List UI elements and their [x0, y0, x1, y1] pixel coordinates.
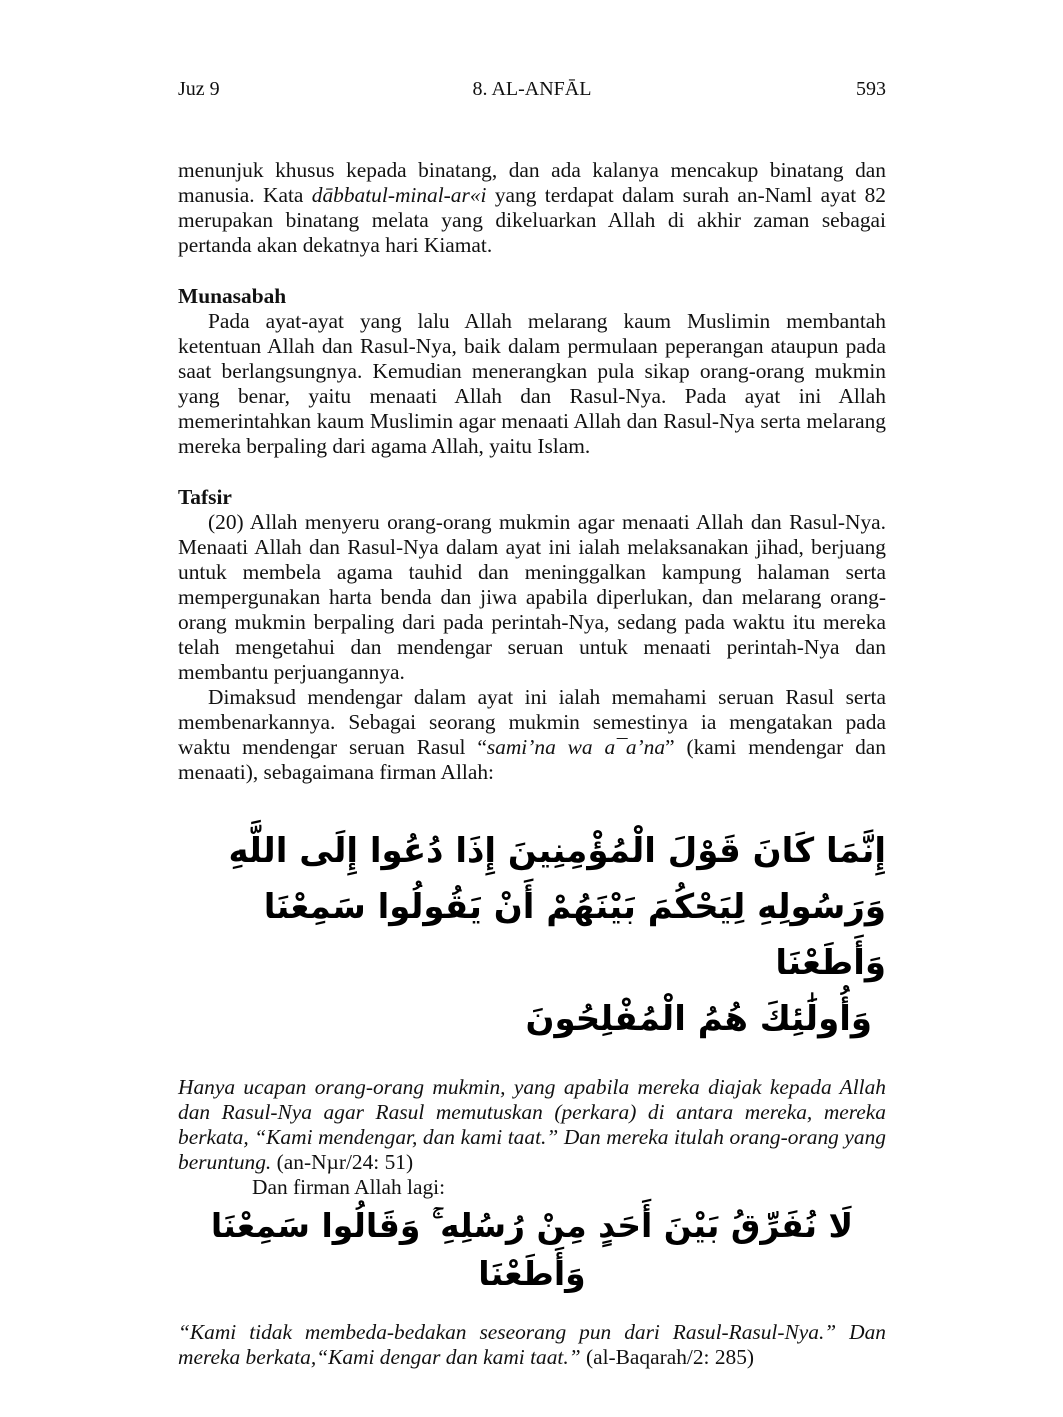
arabic-verse-an-nur-51	[178, 823, 886, 1047]
verse-reference-1: (an-Nµr/24: 51)	[271, 1150, 414, 1174]
page-header	[178, 76, 886, 102]
juz-label: Juz 9	[178, 78, 220, 100]
tafsir-paragraph-2: Dimaksud mendengar dalam ayat ini ialah memahami seruan Rasul serta membenarkannya. Sebagai seorang mukmin semestinya ia mengatakan pada waktu mendengar seruan Rasul “sami’na wa a¯a’na” (kami mendengar dan menaati), sebagaimana firman Allah:	[178, 685, 886, 784]
arabic-verse-line-1: إِنَّمَا كَانَ قَوْلَ الْمُؤْمِنِينَ إِذَا دُعُوا إِلَى اللَّهِ وَرَسُولِهِ لِيَحْكُمَ بَيْنَهُمْ أَنْ يَقُولُوا سَمِعْنَا وَأَطَعْنَا	[228, 831, 886, 983]
munasabah-paragraph: Pada ayat-ayat yang lalu Allah melarang kaum Muslimin membantah ketentuan Allah dan Rasul-Nya, baik dalam permulaan peperangan ataupun pada saat berlangsungnya. Kemudian menerangkan pula sikap orang-orang mukmin yang benar, yaitu menaati Allah dan Rasul-Nya. Pada ayat ini Allah memerintahkan kaum Muslimin agar menaati Allah dan Rasul-Nya serta melarang mereka berpaling dari agama Allah, yaitu Islam.	[178, 309, 886, 458]
verse-translation-2: “Kami tidak membeda-bedakan seseorang pun dari Rasul-Rasul-Nya.” Dan mereka berkata,“Kami dengar dan kami taat.” (al-Baqarah/2: 285)	[178, 1320, 886, 1369]
verse-translation-1: Hanya ucapan orang-orang mukmin, yang apabila mereka diajak kepada Allah dan Rasul-Nya agar Rasul memutuskan (perkara) di antara mereka, mereka berkata, “Kami mendengar, dan kami taat.” Dan mereka itulah orang-orang yang beruntung. (an-Nµr/24: 51)	[178, 1075, 886, 1174]
firman-lagi-line: Dan firman Allah lagi:	[252, 1175, 446, 1199]
tafsir-term: sami’na wa a¯a’na	[486, 735, 666, 759]
verse-reference-2: (al-Baqarah/2: 285)	[580, 1345, 755, 1369]
tafsir-paragraph-1: (20) Allah menyeru orang-orang mukmin agar menaati Allah dan Rasul-Nya. Menaati Allah dan Rasul-Nya dalam ayat ini ialah melaksanakan jihad, berjuang untuk membela agama tauhid dan meninggalkan kampung halaman serta mempergunakan harta benda dan jiwa apabila diperlukan, dan melarang orang-orang mukmin berpaling dari pada perintah-Nya, sedang pada waktu itu mereka telah mengetahui dan mendengar seruan untuk menaati perintah-Nya dan membantu perjuangannya.	[178, 510, 886, 684]
page-number: 593	[856, 78, 886, 100]
intro-paragraph: menunjuk khusus kepada binatang, dan ada kalanya mencakup binatang dan manusia. Kata dābbatul-minal-ar«i yang terdapat dalam surah an-Naml ayat 82 merupakan binatang melata yang dikeluarkan Allah di akhir zaman sebagai pertanda akan dekatnya hari Kiamat.	[178, 158, 886, 257]
arabic-verse-line-2: وَأُولَٰئِكَ هُمُ الْمُفْلِحُونَ	[525, 999, 872, 1039]
page-body	[178, 158, 886, 1370]
arabic-verse-al-baqarah-285: لَا نُفَرِّقُ بَيْنَ أَحَدٍ مِنْ رُسُلِهِ ۚ وَقَالُوا سَمِعْنَا وَأَطَعْنَا	[210, 1206, 854, 1293]
surah-title: 8. AL-ANFĀL	[472, 78, 592, 100]
intro-term: dābbatul-minal-ar«i	[311, 183, 487, 207]
munasabah-heading: Munasabah	[178, 284, 287, 308]
tafsir-heading: Tafsir	[178, 485, 232, 509]
